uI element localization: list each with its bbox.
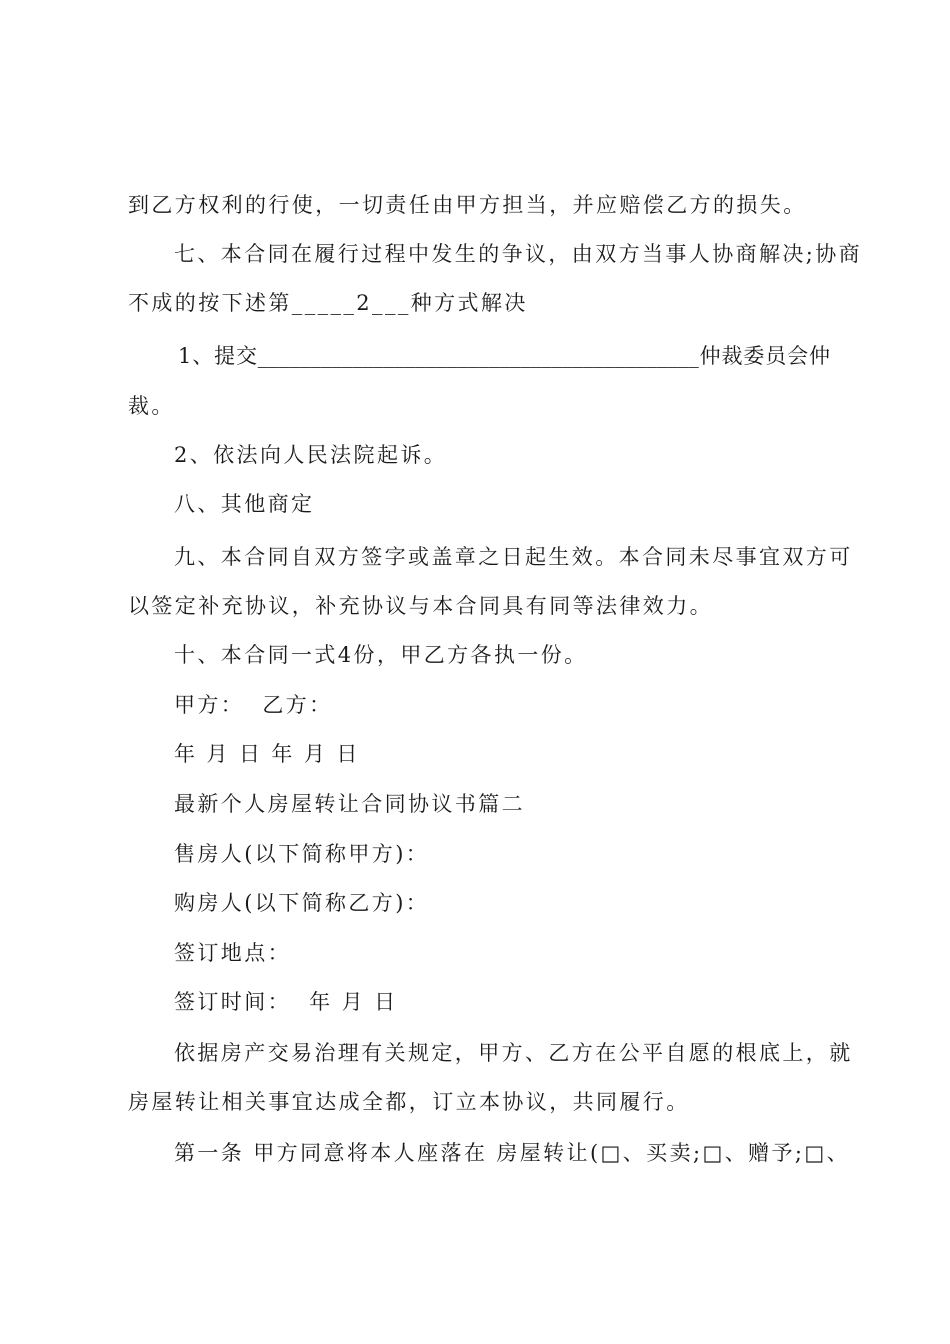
paragraph-line: 第一条 甲方同意将本人座落在 房屋转让(□、买卖;□、赠予;□、 <box>174 1141 851 1165</box>
section-heading: 八、其他商定 <box>174 492 315 516</box>
paragraph-line: 不成的按下述第_____2___种方式解决 <box>128 291 528 315</box>
paragraph-line: 九、本合同自双方签字或盖章之日起生效。本合同未尽事宜双方可 <box>174 545 853 569</box>
paragraph-line: 十、本合同一式4份，甲乙方各执一份。 <box>174 643 588 667</box>
paragraph-line: 房屋转让相关事宜达成全都，订立本协议，共同履行。 <box>128 1090 690 1114</box>
field-line: 签订时间： 年 月 日 <box>174 990 398 1014</box>
paragraph-line: 2、依法向人民法院起诉。 <box>174 443 448 467</box>
paragraph-line: 1、提交__________________________________________仲裁委员会仲 <box>178 344 830 368</box>
paragraph-line: 七、本合同在履行过程中发生的争议，由双方当事人协商解决;协商 <box>174 242 863 266</box>
field-line: 签订地点： <box>174 941 291 965</box>
signature-line: 甲方： 乙方： <box>174 693 333 717</box>
field-line: 售房人(以下简称甲方)： <box>174 842 430 866</box>
paragraph-line: 依据房产交易治理有关规定，甲方、乙方在公平自愿的根底上，就 <box>174 1041 853 1065</box>
paragraph-line: 到乙方权利的行使，一切责任由甲方担当，并应赔偿乙方的损失。 <box>128 193 807 217</box>
date-line: 年 月 日 年 月 日 <box>174 742 360 766</box>
paragraph-line: 裁。 <box>128 394 175 418</box>
field-line: 购房人(以下简称乙方)： <box>174 891 430 915</box>
paragraph-line: 以签定补充协议，补充协议与本合同具有同等法律效力。 <box>128 594 713 618</box>
section-title: 最新个人房屋转让合同协议书篇二 <box>174 792 525 816</box>
